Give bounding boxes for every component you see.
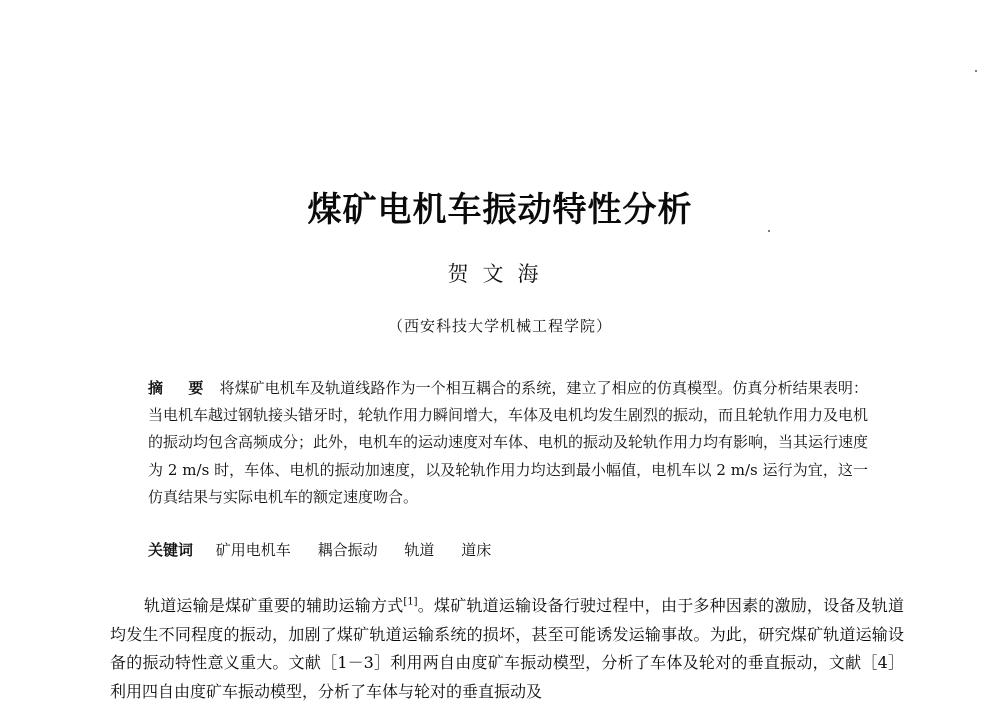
author-name: 贺文海 [447,262,553,286]
keyword-item: 轨道 [404,541,435,559]
body-text-rest: 。煤矿轨道运输设备行驶过程中，由于多种因素的激励，设备及轨道均发生不同程度的振动，加剧了煤矿轨道运输系统的损坏，甚至可能诱发运输事故。为此，研究煤矿轨道运输设备的振动特性意义重大。文献［1－3］利用两自由度矿车振动模型，分析了车体及轮对的垂直振动，文献［4］利用四自由度矿车振动模型，分析了车体与轮对的垂直振动及 [110,596,904,701]
body-text-start: 轨道运输是煤矿重要的辅助运输方式 [144,596,404,615]
citation-marker: [1] [403,596,418,608]
keywords-label: 关键词 [148,541,194,559]
body-paragraph [110,592,904,706]
abstract-label: 摘 要 [148,379,214,397]
abstract-block [148,375,868,511]
author-affiliation: （西安科技大学机械工程学院） [387,317,612,335]
keyword-item: 耦合振动 [317,541,378,559]
keyword-item: 道床 [461,541,492,559]
paper-title: 煤矿电机车振动特性分析 [307,190,693,230]
abstract-text: 将煤矿电机车及轨道线路作为一个相互耦合的系统，建立了相应的仿真模型。仿真分析结果表明：当电机车越过钢轨接头错牙时，轮轨作用力瞬间增大，车体及电机均发生剧烈的振动，而且轮轨作用力及电机的振动均包含高频成分；此外，电机车的运动速度对车体、电机的振动及轮轨作用力均有影响，当其运行速度为 2 m/s 时，车体、电机的振动加速度，以及轮轨作用力均达到最小幅值，电机车以 2 m/s 运行为宜，这一仿真结果与实际电机车的额定速度吻合。 [148,379,869,506]
keywords-block [148,539,868,560]
scan-speck [975,70,977,72]
keyword-item: 矿用电机车 [215,541,291,559]
